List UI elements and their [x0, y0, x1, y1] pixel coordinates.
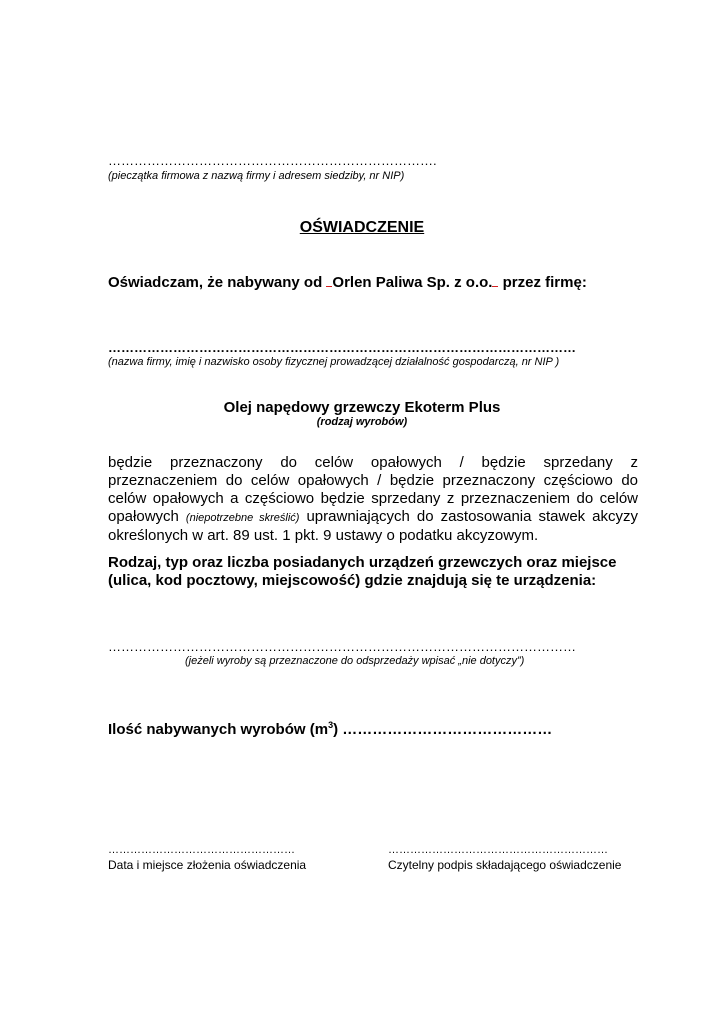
declaration-line — [108, 274, 587, 291]
page-title: OŚWIADCZENIE — [299, 219, 425, 236]
purpose-text: będzie przeznaczony do celów opałowych / będzie sprzedany z przeznaczeniem do celów opałowych / będzie przeznaczony częściowo do celów opałowych a częściowo będzie sprzedany z przeznaczeniem do celów opałowych — [108, 454, 638, 525]
blank-marker — [492, 274, 498, 287]
stamp-dots[interactable]: …………………………………………………………………. — [108, 153, 437, 168]
signature-dots[interactable]: …………………………………………………… — [388, 844, 608, 856]
product-caption: (rodzaj wyrobów) — [316, 416, 408, 428]
date-place-dots[interactable]: …………………………………………… — [108, 844, 295, 856]
purpose-text-end: uprawniających do zastosowania stawek akcyzy określonych w art. 89 ust. 1 pkt. 9 ustawy o podatku akcyzowym. — [108, 508, 639, 544]
declaration-suffix: przez firmę: — [502, 274, 587, 291]
quantity-dots[interactable]: …………………………………… — [342, 721, 553, 738]
stamp-caption: (pieczątka firmowa z nazwą firmy i adresem siedziby, nr NIP) — [108, 170, 405, 182]
devices-question: Rodzaj, typ oraz liczba posiadanych urządzeń grzewczych oraz miejsce (ulica, kod pocztowy, miejscowość) gdzie znajdują się te urządzenia: — [108, 554, 617, 589]
quantity-label-end: ) — [333, 721, 339, 738]
quantity-line — [108, 720, 552, 738]
buyer-dots[interactable]: ……………………………………………………………………………………………… — [108, 340, 576, 355]
product-name: Olej napędowy grzewczy Ekoterm Plus — [223, 399, 501, 416]
devices-caption: (jeżeli wyroby są przeznaczone do odsprzedaży wpisać „nie dotyczy”) — [185, 655, 525, 667]
signature-label: Czytelny podpis składającego oświadczenie — [388, 858, 622, 872]
devices-dots[interactable]: ……………………………………………………………………………………………… — [108, 639, 576, 654]
purpose-paragraph — [108, 454, 638, 545]
date-place-label: Data i miejsce złożenia oświadczenia — [108, 858, 307, 872]
quantity-sup: 3 — [328, 720, 334, 730]
seller-company: Orlen Paliwa Sp. z o.o. — [332, 274, 493, 291]
buyer-caption: (nazwa firmy, imię i nazwisko osoby fizycznej prowadzącej działalność gospodarczą, nr NIP ) — [108, 356, 560, 368]
purpose-note: (niepotrzebne skreślić) — [185, 512, 300, 524]
declaration-prefix: Oświadczam, że nabywany od — [108, 274, 323, 291]
quantity-label: Ilość nabywanych wyrobów (m — [108, 721, 329, 738]
